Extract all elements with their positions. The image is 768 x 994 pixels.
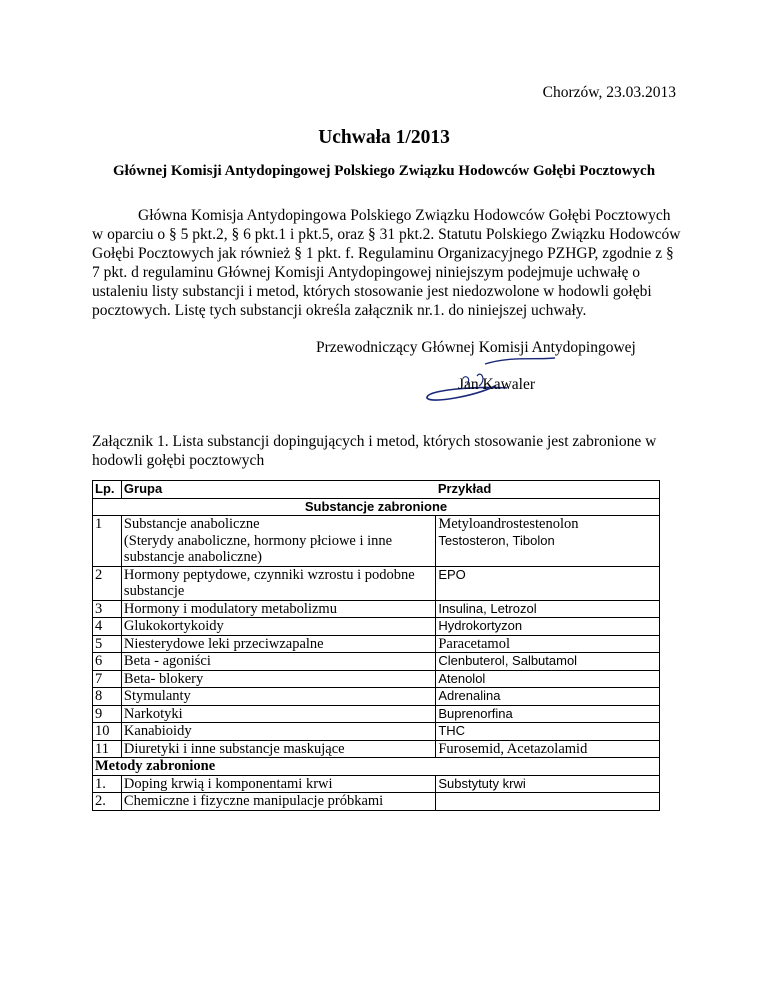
row-lp: 1: [93, 516, 122, 567]
table-row: [93, 775, 660, 793]
row-lp: 6: [93, 653, 122, 671]
row-group: [121, 516, 435, 567]
row-example: [436, 516, 660, 567]
row-example: EPO: [436, 566, 660, 600]
row-example: Substytuty krwi: [436, 775, 660, 793]
resolution-subtitle: Głównej Komisji Antydopingowej Polskiego Związku Hodowców Gołębi Pocztowych: [112, 163, 656, 179]
signer-title: Przewodniczący Głównej Komisji Antydopingowej: [316, 339, 636, 356]
header-group: Grupa: [121, 481, 435, 499]
row-group: Hormony peptydowe, czynniki wzrostu i podobne substancje: [121, 566, 435, 600]
row-group: Kanabioidy: [121, 723, 435, 741]
row-example-1: Metyloandrostestenolon: [438, 516, 579, 532]
table-row: [93, 635, 660, 653]
header-example: Przykład: [436, 481, 660, 499]
row-group: Stymulanty: [121, 688, 435, 706]
row-example: Hydrokortyzon: [436, 618, 660, 636]
table-row: [93, 723, 660, 741]
row-group-note: (Sterydy anaboliczne, hormony płciowe i inne substancje anaboliczne): [123, 532, 393, 565]
row-group: Niesterydowe leki przeciwzapalne: [121, 635, 435, 653]
table-row: [93, 688, 660, 706]
row-group: Chemiczne i fizyczne manipulacje próbkami: [121, 793, 435, 811]
table-row: [93, 705, 660, 723]
row-group: Hormony i modulatory metabolizmu: [121, 600, 435, 618]
row-example: Clenbuterol, Salbutamol: [436, 653, 660, 671]
section-substances-heading: Substancje zabronione: [93, 498, 660, 516]
row-example-2: Testosteron, Tibolon: [438, 532, 555, 548]
row-lp: 2: [93, 566, 122, 600]
table-row: [93, 618, 660, 636]
row-example: Insulina, Letrozol: [436, 600, 660, 618]
row-lp: 10: [93, 723, 122, 741]
table-row: [93, 566, 660, 600]
signer-name: Jan Kawaler: [458, 376, 536, 393]
table-row: [93, 600, 660, 618]
row-lp: 5: [93, 635, 122, 653]
table-row: [93, 516, 660, 567]
table-row: [93, 793, 660, 811]
row-lp: 11: [93, 740, 122, 758]
row-example: [436, 793, 660, 811]
row-group-label: Substancje anaboliczne: [123, 516, 260, 532]
resolution-body: Główna Komisja Antydopingowa Polskiego Związku Hodowców Gołębi Pocztowych w oparciu o § 5 pkt.2, § 6 pkt.1 i pkt.5, oraz § 31 pkt.2. Statutu Polskiego Związku Hodowców Gołębi Pocztowych jak również § 1 pkt. f. Regulaminu Organizacyjnego PZHGP, zgodnie z § 7 pkt. d regulaminu Głównej Komisji Antydopingowej niniejszym podejmuje uchwałę o ustaleniu listy substancji i metod, których stosowanie jest niedozwolone w hodowli gołębi pocztowych. Listę tych substancji określa załącznik nr.1. do niniejszej uchwały.: [92, 207, 681, 319]
place-date: Chorzów, 23.03.2013: [542, 84, 676, 101]
resolution-title: Uchwała 1/2013: [318, 127, 450, 148]
table-header-row: [93, 481, 660, 499]
row-lp: 4: [93, 618, 122, 636]
row-group: Doping krwią i komponentami krwi: [121, 775, 435, 793]
row-example: THC: [436, 723, 660, 741]
row-lp: 9: [93, 705, 122, 723]
table-row: [93, 670, 660, 688]
section-methods-row: [93, 758, 660, 776]
annex-caption: Załącznik 1. Lista substancji dopingujących i metod, których stosowanie jest zabronione w hodowli gołębi pocztowych: [92, 433, 657, 469]
table-row: [93, 653, 660, 671]
row-example: Paracetamol: [436, 635, 660, 653]
row-lp: 2.: [93, 793, 122, 811]
section-substances-row: [93, 498, 660, 516]
row-group: Beta- blokery: [121, 670, 435, 688]
row-example: Atenolol: [436, 670, 660, 688]
row-group: Narkotyki: [121, 705, 435, 723]
table-row: [93, 740, 660, 758]
row-example: Furosemid, Acetazolamid: [436, 740, 660, 758]
substances-table: [92, 480, 660, 811]
section-methods-heading: Metody zabronione: [93, 758, 660, 776]
row-lp: 8: [93, 688, 122, 706]
row-lp: 1.: [93, 775, 122, 793]
header-lp: Lp.: [93, 481, 122, 499]
row-group: Diuretyki i inne substancje maskujące: [121, 740, 435, 758]
row-group: Glukokortykoidy: [121, 618, 435, 636]
row-group: Beta - agoniści: [121, 653, 435, 671]
row-example: Buprenorfina: [436, 705, 660, 723]
row-lp: 7: [93, 670, 122, 688]
row-lp: 3: [93, 600, 122, 618]
row-example: Adrenalina: [436, 688, 660, 706]
